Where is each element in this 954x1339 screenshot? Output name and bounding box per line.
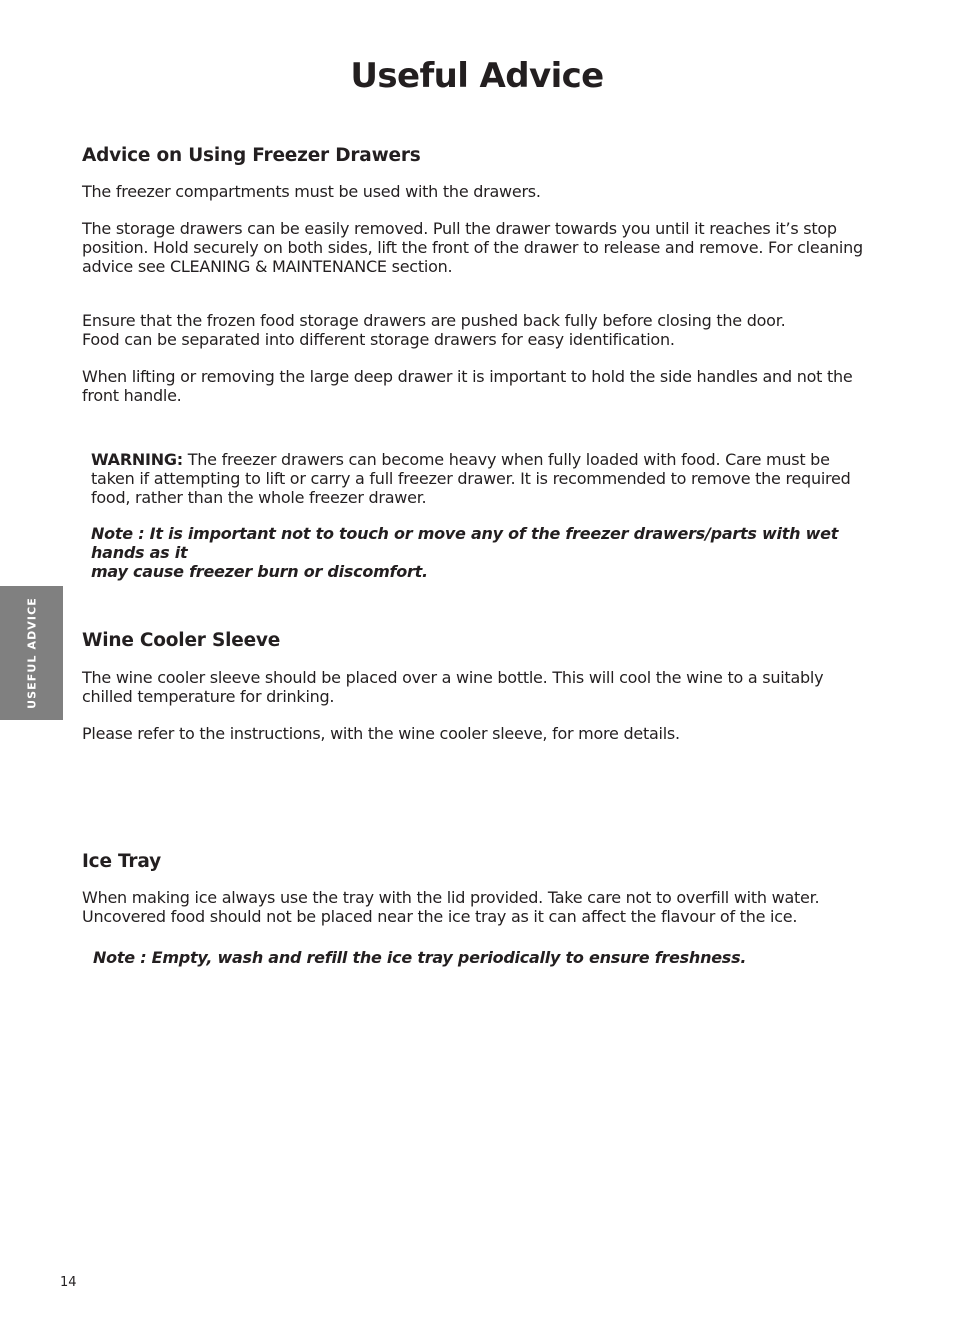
warning-block xyxy=(91,450,871,507)
text-line: chilled temperature for drinking. xyxy=(82,687,335,706)
page-title: Useful Advice xyxy=(350,56,604,96)
text-line: When making ice always use the tray with the lid provided. Take care not to overfill with water. xyxy=(82,888,820,907)
text-line: When lifting or removing the large deep drawer it is important to hold the side handles and not the xyxy=(82,367,853,386)
note-block xyxy=(91,524,871,581)
text-line: advice see CLEANING & MAINTENANCE section. xyxy=(82,257,453,276)
text-line: The storage drawers can be easily removed. Pull the drawer towards you until it reaches it’s stop xyxy=(82,219,837,238)
paragraph xyxy=(82,219,882,276)
text-line: taken if attempting to lift or carry a full freezer drawer. It is recommended to remove the required xyxy=(91,469,851,488)
section-side-tab xyxy=(0,586,63,720)
paragraph xyxy=(82,668,882,706)
section-heading-wine-cooler: Wine Cooler Sleeve xyxy=(82,630,281,651)
page-number: 14 xyxy=(60,1275,77,1290)
warning-label: WARNING: xyxy=(91,450,183,469)
paragraph xyxy=(82,888,882,926)
text-line: position. Hold securely on both sides, lift the front of the drawer to release and remove. For cleaning xyxy=(82,238,863,257)
text-line: food, rather than the whole freezer drawer. xyxy=(91,488,427,507)
text-line: Note : It is important not to touch or move any of the freezer drawers/parts with wet hands as it xyxy=(91,524,839,562)
side-tab-label: USEFUL ADVICE xyxy=(25,597,38,709)
text-line: Ensure that the frozen food storage drawers are pushed back fully before closing the door. xyxy=(82,311,786,330)
text-line: may cause freezer burn or discomfort. xyxy=(91,562,428,581)
paragraph xyxy=(82,367,882,405)
text-line: front handle. xyxy=(82,386,182,405)
paragraph xyxy=(82,311,882,349)
text-line: Food can be separated into different storage drawers for easy identification. xyxy=(82,330,675,349)
section-heading-freezer-drawers: Advice on Using Freezer Drawers xyxy=(82,145,421,166)
paragraph: The freezer compartments must be used with the drawers. xyxy=(82,182,541,201)
warning-text: The freezer drawers can become heavy when fully loaded with food. Care must be xyxy=(182,450,830,469)
section-heading-ice-tray: Ice Tray xyxy=(82,851,161,872)
text-line: The wine cooler sleeve should be placed over a wine bottle. This will cool the wine to a suitably xyxy=(82,668,824,687)
text-line xyxy=(91,450,871,469)
note-block: Note : Empty, wash and refill the ice tray periodically to ensure freshness. xyxy=(93,948,747,967)
text-line: Uncovered food should not be placed near the ice tray as it can affect the flavour of the ice. xyxy=(82,907,798,926)
paragraph: Please refer to the instructions, with the wine cooler sleeve, for more details. xyxy=(82,724,680,743)
